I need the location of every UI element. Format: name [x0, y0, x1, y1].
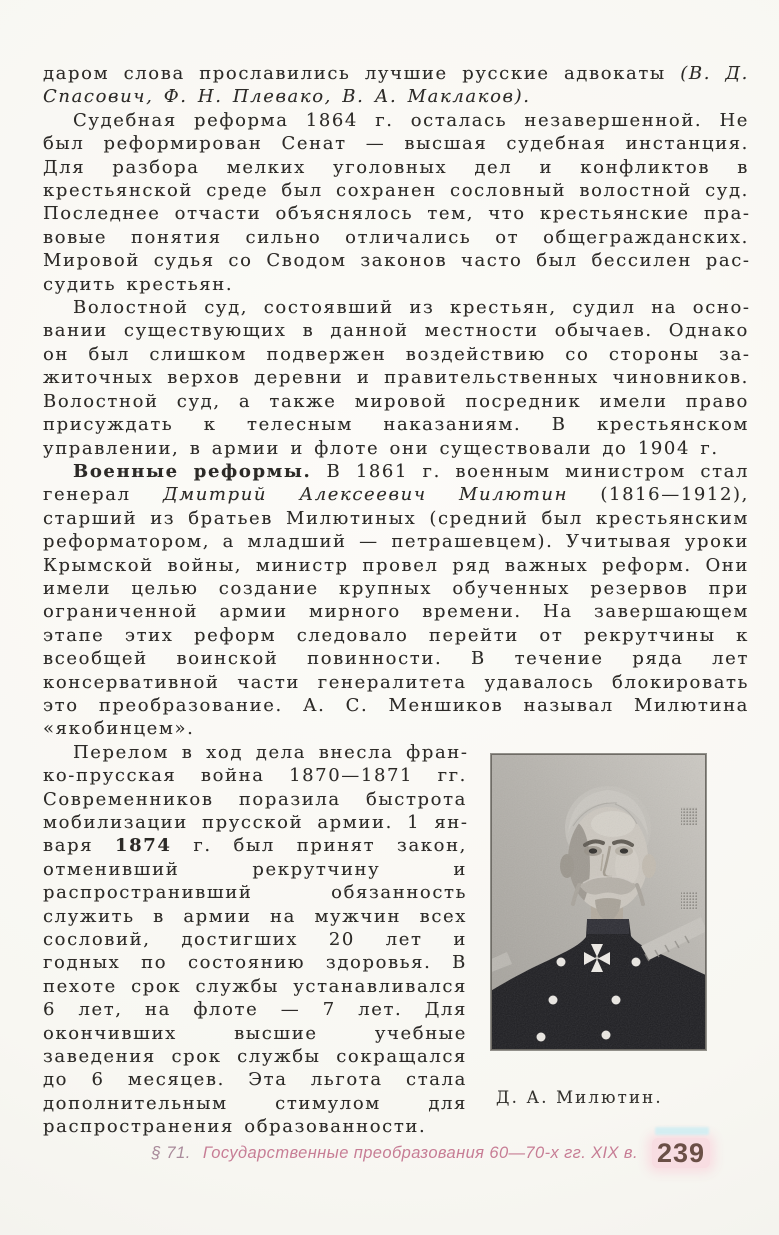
figure-milyutin	[491, 754, 706, 1107]
article-text	[43, 62, 749, 741]
page-number-wrap	[652, 1138, 710, 1168]
text-run: Военные реформы.	[73, 460, 327, 482]
two-column-section	[43, 741, 749, 1139]
paragraph	[43, 741, 467, 1139]
left-text-column	[43, 741, 467, 1139]
figure-caption: Д. А. Милютин.	[496, 1087, 663, 1107]
page-number: 239	[652, 1138, 710, 1168]
paragraph	[43, 62, 749, 109]
photo-grain	[491, 754, 706, 1050]
text-run: Дмитрий Алексеевич Милютин	[162, 484, 601, 506]
page-content	[43, 62, 749, 1139]
text-run: г. был принят закон, отменивший рекрутчину и распространивший обязанность служить в армии на мужчин всех сословий, достигших 20 лет и годных по состоянию здоровья. В пехоте срок службы устанавливался 6 лет, на флоте — 7 лет. Для окончивших высшие учебные заведения срок службы сокращался до 6 месяцев. Эта льгота стала дополнительным стимулом для распространения образованности.	[43, 835, 468, 1138]
paragraph	[43, 460, 749, 741]
text-run: (В. Д. Спасович, Ф. Н. Плевако, В. А. Маклаков).	[43, 63, 749, 108]
footer-section-label: § 71.	[151, 1143, 191, 1162]
footer-chapter-title: Государственные преобразования 60—70-х гг. XIX в.	[202, 1143, 638, 1162]
paragraph	[43, 109, 749, 296]
text-run: Судебная реформа 1864 г. осталась незавершенной. Не был реформирован Сенат — высшая судебная инстанция. Для разбора мелких уголовных дел и конфликтов в крестьянской среде был сохранен сословный волостной суд. Последнее отчасти объяснялось тем, что крестьянские правовые понятия сильно отличались от общегражданских. Мировой судья со Сводом законов часто был бессилен рассудить крестьян.	[43, 109, 749, 295]
text-run: Перелом в ход дела внесла франко-прусская война 1870—1871 гг. Современников поразила быстрота мобилизации прусской армии. 1 января	[43, 741, 467, 857]
text-run: (1816—1912), старший из братьев Милютиных (средний был крестьянским реформатором, а младший — петрашевцем). Учитывая уроки Крымской войны, министр провел ряд важных реформ. Они имели целью создание крупных обученных резервов при ограниченной армии мирного времени. На завершающем этапе этих реформ следовало перейти от рекрутчины к всеобщей воинской повинности. В течение ряда лет консервативной части генералитета удавалось блокировать это преобразование. А. С. Меншиков называл Милютина «якобинцем».	[43, 484, 749, 740]
text-run: 1874	[115, 835, 172, 857]
text-run: Волостной суд, состоявший из крестьян, судил на основании существующих в данной местности обычаев. Однако он был слишком подвержен воздействию со стороны зажиточных верхов деревни и правительственных чиновников. Волостной суд, а также мировой посредник имели право присуждать к телесным наказаниям. В крестьянском управлении, в армии и флоте они существовали до 1904 г.	[43, 297, 749, 459]
paragraph	[43, 296, 749, 460]
print-smudge	[655, 1127, 709, 1135]
text-run: даром слова прославились лучшие русские адвокаты	[43, 63, 681, 84]
portrait-photo	[491, 754, 706, 1050]
text-run: В 1861 г. военным министром стал генерал	[43, 460, 749, 506]
page-footer	[152, 1138, 710, 1168]
